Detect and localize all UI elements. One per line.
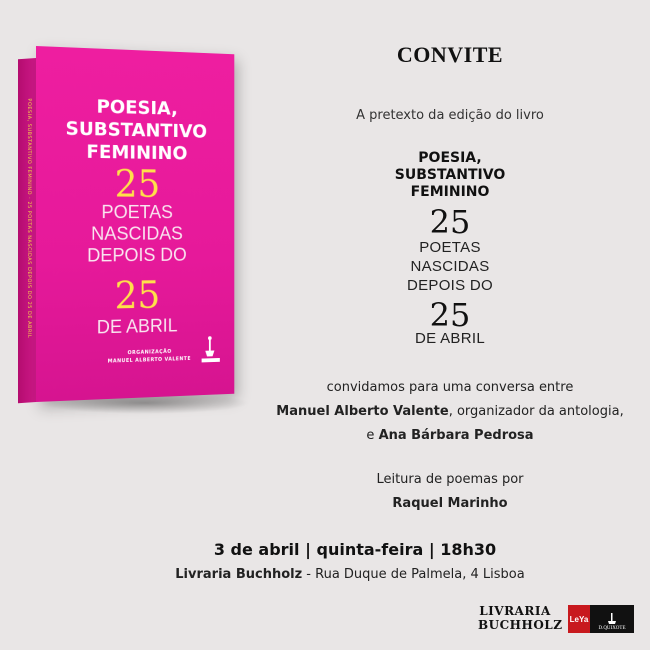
- subtitle-line: DEPOIS DO: [406, 277, 494, 294]
- book-subtitle: [36, 202, 234, 268]
- book-title: [36, 94, 234, 166]
- book-title-text: [255, 150, 645, 201]
- quixote-logo-icon: [198, 335, 224, 365]
- buchholz-logo-line: LIVRARIA: [479, 604, 551, 618]
- speaker-1: Manuel Alberto Valente: [276, 404, 449, 419]
- invitation-heading: CONVITE: [396, 42, 504, 67]
- book-subtitle-line: POETAS: [101, 202, 173, 224]
- leya-logo: LeYa: [568, 605, 590, 633]
- subtitle-line: NASCIDAS: [410, 258, 490, 275]
- venue-name: Livraria Buchholz: [175, 567, 303, 582]
- spine-text: POESIA, SUBSTANTIVO FEMININO · 25 POETAS NASCIDAS DEPOIS DO 25 DE ABRIL: [26, 98, 32, 339]
- book-org-label: ORGANIZAÇÃO: [127, 348, 172, 357]
- abril-text: DE ABRIL: [415, 330, 485, 347]
- book-number-bottom: 25: [114, 273, 161, 318]
- book-spine: [18, 58, 36, 403]
- dom-quixote-logo: [590, 605, 634, 633]
- venue-address: - Rua Duque de Palmela, 4 Lisboa: [302, 567, 525, 582]
- dom-quixote-text: D.QUIXOTE: [598, 626, 626, 631]
- book-title-line: POESIA,: [96, 95, 178, 120]
- reader-name: Raquel Marinho: [392, 496, 508, 511]
- book-title-line: FEMININO: [86, 140, 188, 165]
- pretext-line: A pretexto da edição do livro: [356, 108, 544, 123]
- invite-line: [255, 424, 645, 448]
- number-top: 25: [429, 203, 471, 241]
- quixote-figure-icon: [606, 612, 618, 626]
- invite-line: convidamos para uma conversa entre: [326, 380, 574, 395]
- speaker-1-role: , organizador da antologia,: [448, 404, 624, 419]
- book-organizer: [93, 347, 206, 366]
- buchholz-logo: [478, 604, 563, 632]
- book-cover: [36, 46, 234, 402]
- invite-text: [255, 376, 645, 448]
- number-bottom: 25: [429, 296, 471, 334]
- buchholz-logo-line: BUCHHOLZ: [478, 618, 563, 632]
- title-line: FEMININO: [410, 184, 490, 200]
- book-subtitle-line: NASCIDAS: [91, 224, 183, 245]
- event-date: 3 de abril | quinta-feira | 18h30: [213, 540, 497, 559]
- subtitle-line: POETAS: [419, 239, 481, 256]
- book-title-line: SUBSTANTIVO: [65, 117, 208, 143]
- book-number-top: 25: [114, 162, 161, 206]
- book-image: [18, 42, 250, 412]
- book-subtitle-line: DEPOIS DO: [87, 245, 187, 267]
- conjunction: e: [366, 428, 379, 443]
- reading-label: Leitura de poemas por: [376, 472, 524, 487]
- invite-line: [255, 400, 645, 424]
- book-abril: DE ABRIL: [96, 315, 178, 339]
- event-venue: [140, 567, 560, 582]
- title-line: SUBSTANTIVO: [394, 167, 506, 183]
- title-line: POESIA,: [418, 150, 482, 166]
- book-org-name: MANUEL ALBERTO VALENTE: [107, 356, 191, 365]
- speaker-2: Ana Bárbara Pedrosa: [378, 428, 534, 443]
- subtitle-text: [255, 238, 645, 295]
- reading-text: [255, 468, 645, 516]
